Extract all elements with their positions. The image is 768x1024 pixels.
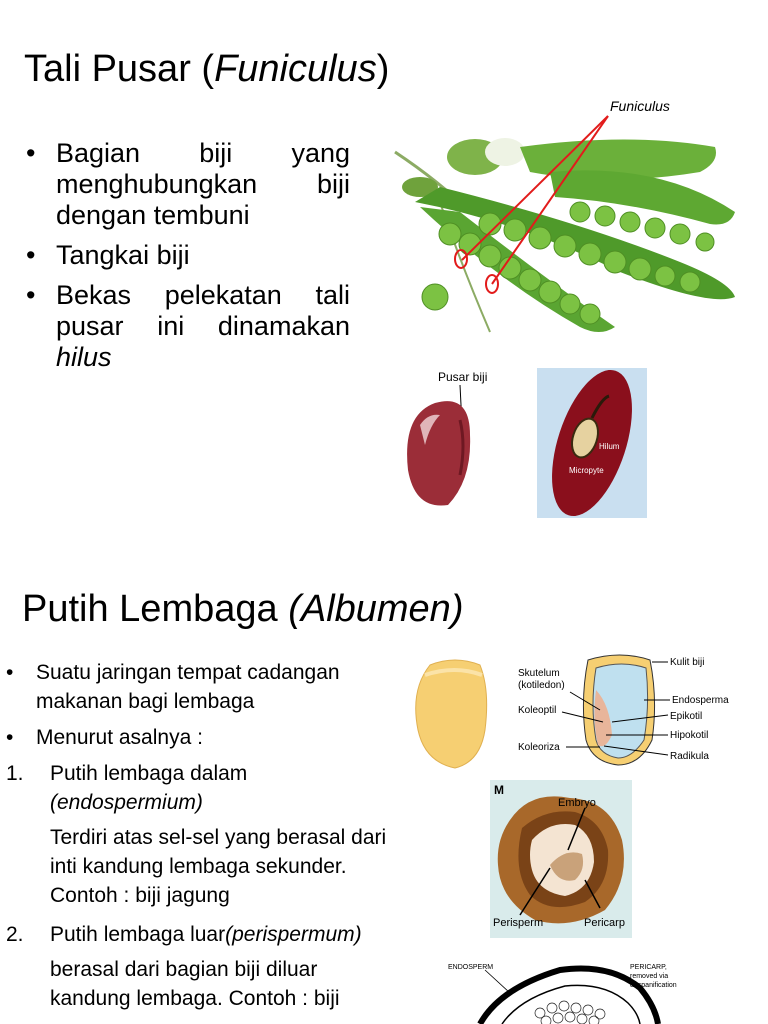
- item-description: berasal dari bagian biji diluar kandung lembaga. Contoh : biji: [50, 958, 340, 1010]
- hilum-label: Hilum: [599, 442, 620, 451]
- bean-image: [400, 365, 510, 510]
- slide1-bullets: [24, 138, 350, 382]
- koleoriza-label: Koleoriza: [518, 742, 560, 753]
- bullet-item: • Bagian biji yang menghubungkan biji dengan tembuni: [24, 138, 350, 231]
- pusar-biji-label: Pusar biji: [438, 370, 488, 384]
- pericarp-label: Pericarp: [584, 917, 625, 929]
- item-description: Terdiri atas sel-sel yang berasal dari inti kandung lembaga sekunder. Contoh : biji jagung: [50, 826, 387, 907]
- corn-kernel-diagram: [400, 650, 735, 770]
- epikotil-label: Epikotil: [670, 711, 703, 722]
- endosperma-label: Endosperma: [672, 695, 729, 706]
- kulit-biji-label: Kulit biji: [670, 657, 705, 668]
- pericarp-note-3: despanification: [630, 982, 677, 989]
- perisperm-label: Perisperm: [493, 917, 544, 929]
- bullet-item: • Tangkai biji: [24, 240, 350, 271]
- skutelum-label: Skutelum: [518, 668, 560, 679]
- slide1-title: Tali Pusar (Funiculus): [24, 48, 390, 90]
- pericarp-note-1: PERICARP,: [630, 964, 667, 971]
- pea-pod-image: [380, 92, 750, 342]
- endosperm-label: ENDOSPERM: [448, 964, 494, 971]
- figure-letter: M: [494, 783, 504, 797]
- numbered-item: 1. Putih lembaga dalam (endospermium): [6, 762, 248, 814]
- hipokotil-label: Hipokotil: [670, 730, 709, 741]
- funiculus-label: Funiculus: [610, 98, 670, 114]
- seed-hilum-image: [537, 368, 647, 518]
- koleoptil-label: Koleoptil: [518, 705, 557, 716]
- pericarp-note-2: removed via: [630, 973, 669, 980]
- slide2-content: [0, 658, 392, 1023]
- endosperm-sketch: [440, 958, 690, 1024]
- micropyle-label: Micropyte: [569, 466, 604, 475]
- bullet-item: • Suatu jaringan tempat cadangan makanan bagi lembaga: [0, 658, 392, 716]
- bullet-item: • Bekas pelekatan tali pusar ini dinamakan hilus: [24, 280, 350, 373]
- numbered-item: 2. Putih lembaga luar(perispermum): [6, 923, 362, 946]
- kotiledon-label: (kotiledon): [518, 680, 565, 691]
- bullet-item: • Menurut asalnya :: [0, 723, 392, 752]
- slide2-title: Putih Lembaga (Albumen): [22, 588, 464, 630]
- perisperm-image: [490, 780, 632, 938]
- embryo-label: Embryo: [558, 797, 596, 809]
- radikula-label: Radikula: [670, 751, 709, 762]
